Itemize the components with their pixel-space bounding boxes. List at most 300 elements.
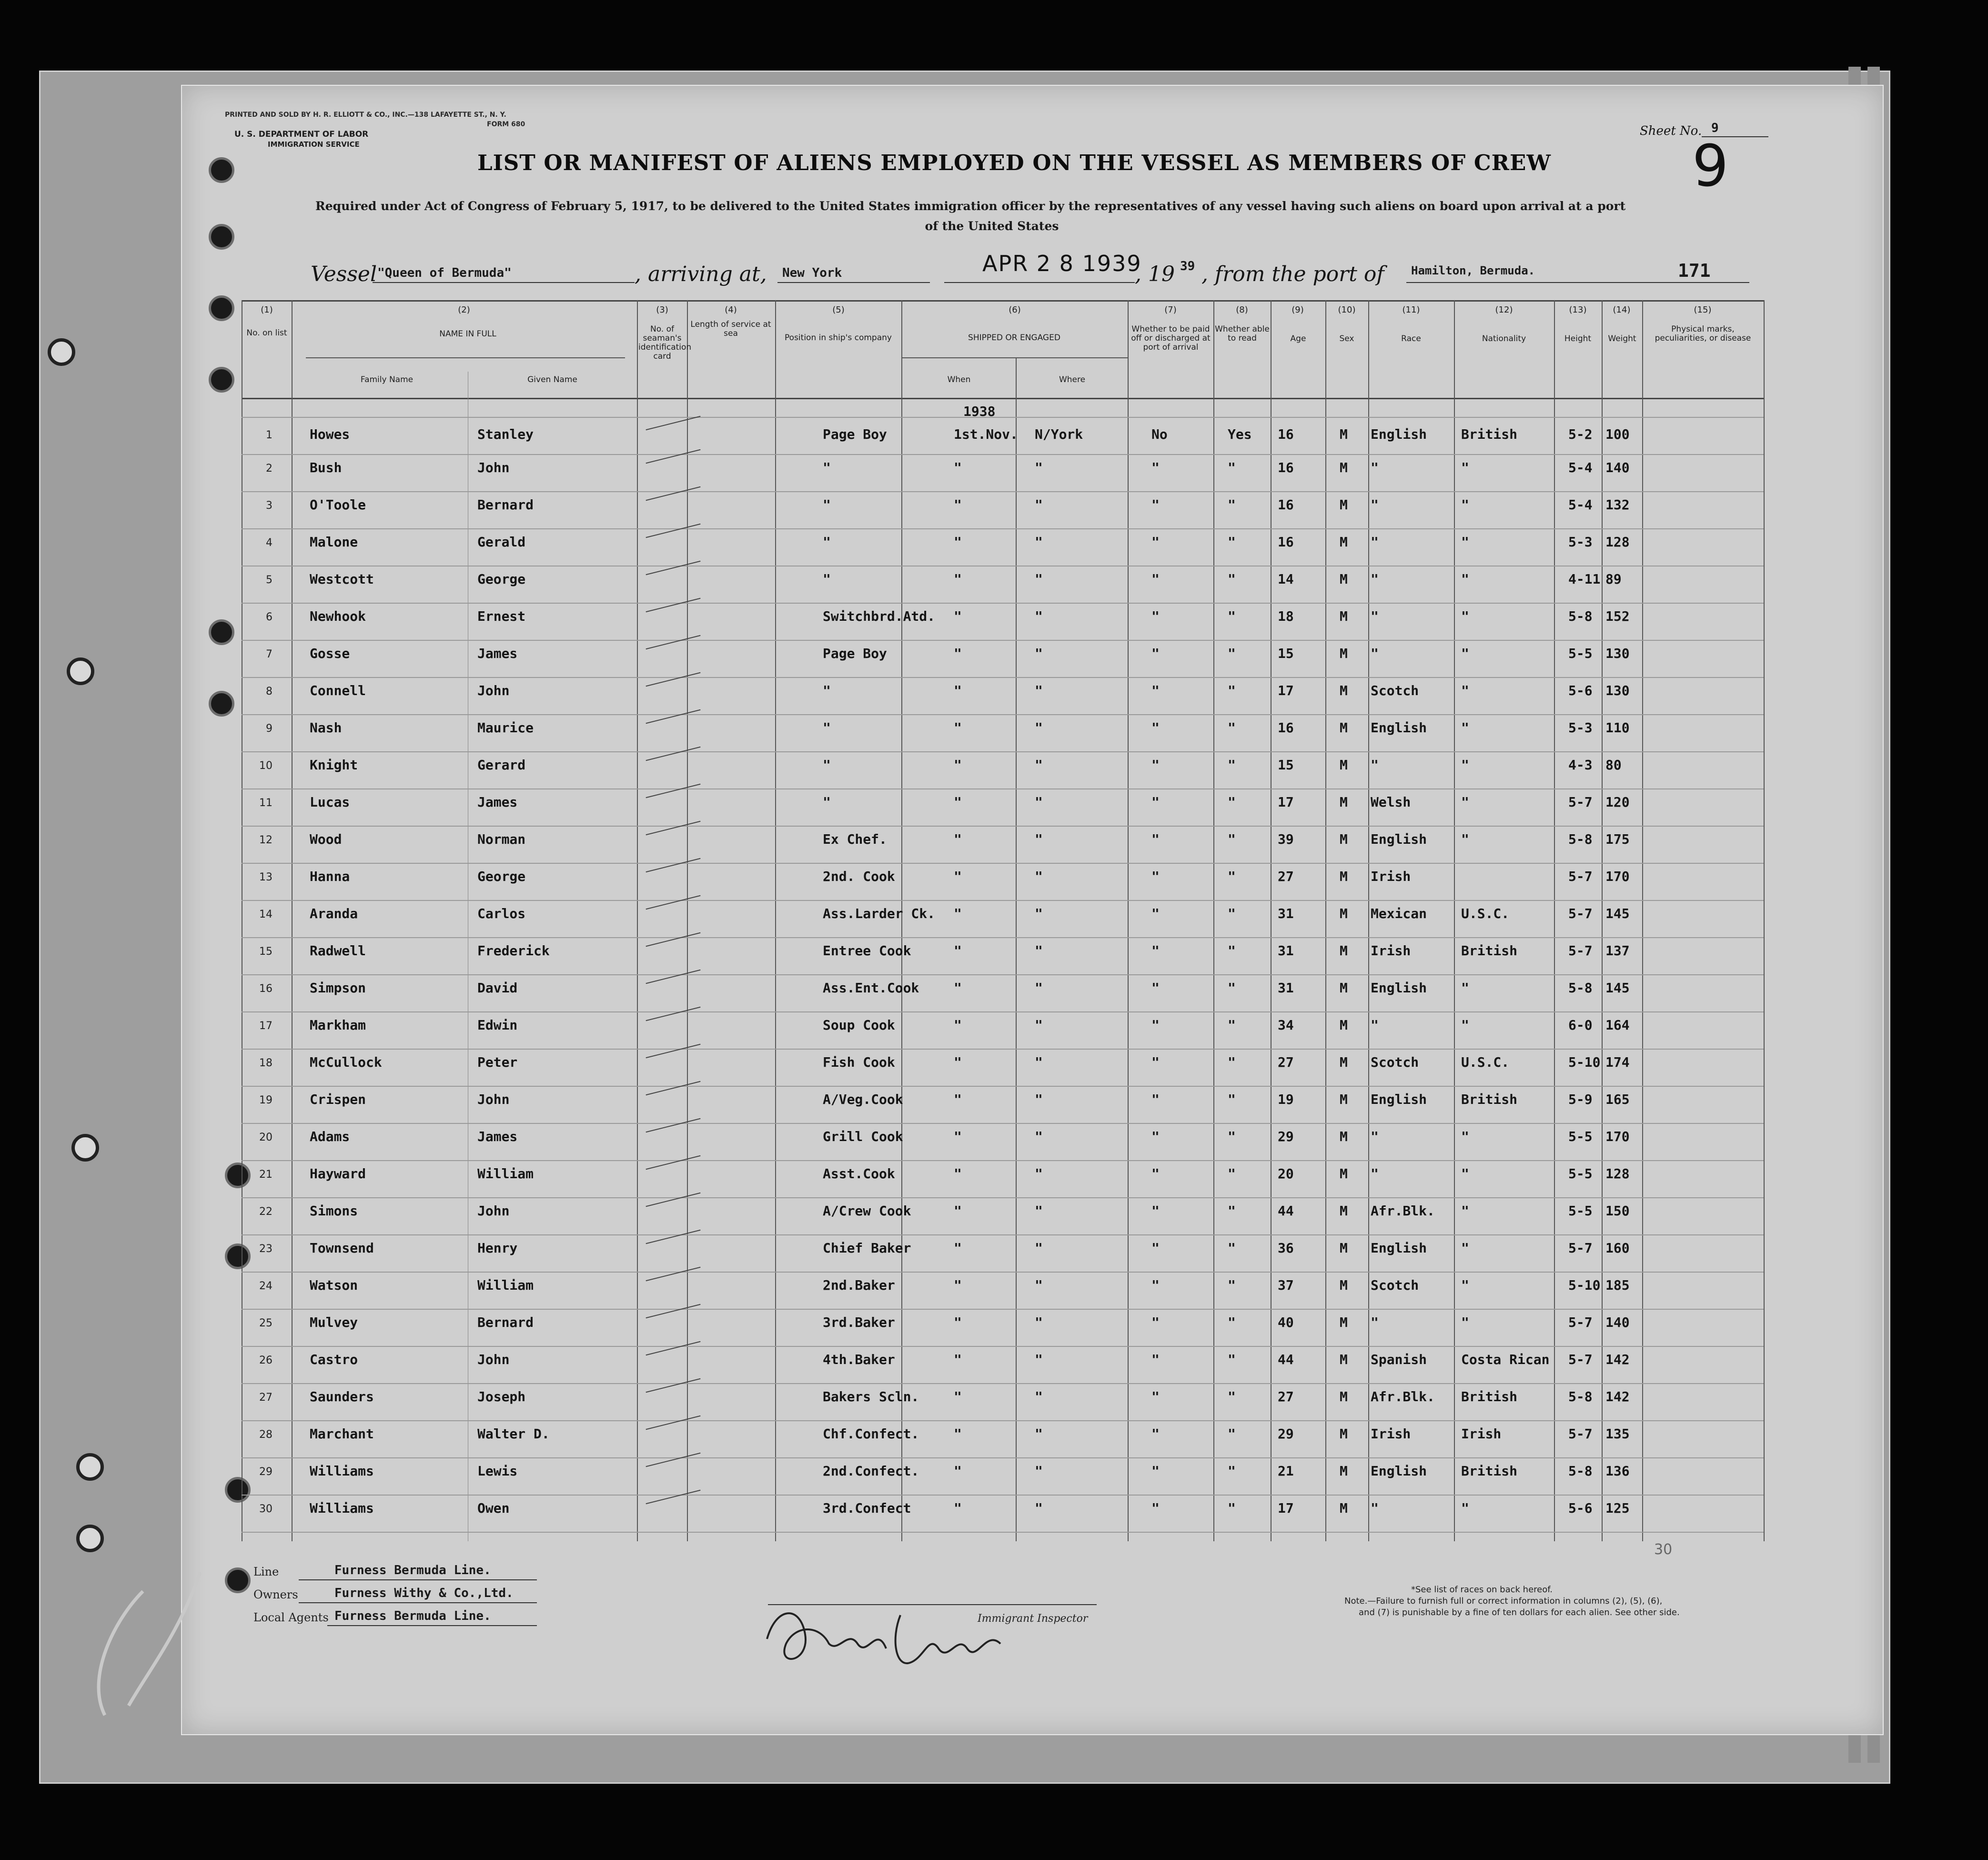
cell-paid: No [1151,426,1168,442]
cell-family: Townsend [310,1240,374,1256]
cell-age: 16 [1278,534,1294,550]
cell-when: " [954,720,962,736]
cell-age: 17 [1278,1500,1294,1516]
column-number: (11) [1402,305,1420,315]
cell-given: Ernest [477,608,526,624]
row-number: 5 [266,574,272,586]
cell-read: " [1228,571,1236,587]
cell-sex: M [1340,426,1348,442]
cell-read: " [1228,1017,1236,1033]
cell-height: 5-5 [1568,646,1593,661]
cell-nationality: U.S.C. [1461,1054,1510,1070]
cell-read: " [1228,608,1236,624]
cell-nationality: " [1461,683,1469,698]
cell-read: " [1228,1426,1236,1442]
cell-nationality: " [1461,608,1469,624]
owners-label: Owners [253,1588,298,1601]
cell-race: Irish [1371,943,1411,959]
cell-family: Gosse [310,646,350,661]
row-number: 18 [259,1057,272,1069]
row-number: 22 [259,1206,272,1218]
cell-weight: 100 [1605,426,1630,442]
cell-paid: " [1151,943,1160,959]
cell-when: " [954,1426,962,1442]
cell-where: " [1035,1054,1043,1070]
cell-height: 5-8 [1568,608,1593,624]
cell-given: William [477,1166,534,1182]
cell-age: 31 [1278,980,1294,996]
cell-nationality: " [1461,794,1469,810]
column-number: (8) [1236,305,1248,315]
cell-given: John [477,1352,510,1367]
inspector-signature [757,1596,1024,1682]
cell-given: Henry [477,1240,518,1256]
cell-paid: " [1151,534,1160,550]
department-name: U. S. DEPARTMENT OF LABOR [234,130,369,139]
cell-nationality: " [1461,1129,1469,1144]
cell-family: Westcott [310,571,374,587]
cell-sex: M [1340,608,1348,624]
punch-hole [48,338,75,366]
agents-underline [327,1625,537,1626]
date-stamp: APR 2 8 1939 [982,251,1142,276]
cell-read: " [1228,831,1236,847]
cell-race: " [1371,1500,1379,1516]
row-number: 1 [266,429,272,441]
cell-age: 27 [1278,869,1294,884]
cell-where: " [1035,1277,1043,1293]
row-number: 15 [259,946,272,958]
header-when: When [947,375,971,384]
cell-nationality: Irish [1461,1426,1502,1442]
cell-race: " [1371,1129,1379,1144]
cell-nationality: " [1461,1314,1469,1330]
table-row [242,864,1764,901]
cell-age: 16 [1278,460,1294,475]
column-number: (1) [261,305,273,315]
cell-height: 5-10 [1568,1054,1601,1070]
cell-sex: M [1340,1129,1348,1144]
column-number: (10) [1338,305,1356,315]
cell-family: Nash [310,720,342,736]
header-paid-off: Whether to be paid off or discharged at port of arrival [1131,324,1211,352]
cell-where: " [1035,1389,1043,1405]
arriving-label: , arriving at, [635,262,767,286]
cell-when: " [954,943,962,959]
cell-race: Scotch [1371,1277,1419,1293]
cell-paid: " [1151,460,1160,475]
column-number: (7) [1164,305,1177,315]
cell-position: Ex Chef. [823,831,887,847]
agents-label: Local Agents [253,1611,329,1624]
cell-weight: 110 [1605,720,1630,736]
table-top-border [242,300,1764,302]
cell-height: 5-9 [1568,1092,1593,1107]
cell-position: Asst.Cook [823,1166,895,1182]
cell-where: " [1035,906,1043,921]
cell-weight: 142 [1605,1352,1630,1367]
cell-given: George [477,869,526,884]
cell-race: English [1371,1092,1427,1107]
cell-given: John [477,1092,510,1107]
cell-read: " [1228,1054,1236,1070]
cell-when: " [954,831,962,847]
cell-sex: M [1340,1277,1348,1293]
cell-sex: M [1340,831,1348,847]
table-row [242,1124,1764,1161]
cell-where: " [1035,1017,1043,1033]
cell-race: " [1371,571,1379,587]
row-number: 9 [266,723,272,735]
cell-read: " [1228,869,1236,884]
cell-given: Owen [477,1500,510,1516]
row-number: 16 [259,983,272,995]
cell-age: 16 [1278,426,1294,442]
cell-race: Scotch [1371,1054,1419,1070]
cell-weight: 130 [1605,683,1630,698]
printer-line: PRINTED AND SOLD BY H. R. ELLIOTT & CO., INC.—138 LAFAYETTE ST., N. Y. [225,111,506,119]
cell-read: " [1228,720,1236,736]
column-number: (15) [1694,305,1712,315]
cell-family: Newhook [310,608,366,624]
table-row [242,1161,1764,1198]
cell-nationality: " [1461,1017,1469,1033]
cell-where: " [1035,534,1043,550]
cell-read: " [1228,1166,1236,1182]
header-physical: Physical marks, peculiarities, or disease [1655,324,1751,343]
cell-weight: 140 [1605,1314,1630,1330]
cell-family: Wood [310,831,342,847]
cell-position: 3rd.Baker [823,1314,895,1330]
table-row [242,1087,1764,1124]
row-number: 8 [266,686,272,698]
table-row [242,789,1764,827]
cell-read: " [1228,943,1236,959]
row-number: 12 [259,834,272,846]
cell-age: 29 [1278,1426,1294,1442]
cell-when: " [954,1017,962,1033]
cell-race: English [1371,1463,1427,1479]
margin-scribble [86,1563,210,1725]
punch-hole [209,691,234,717]
row-number: 7 [266,648,272,660]
cell-nationality: " [1461,534,1469,550]
cell-when: " [954,646,962,661]
cell-age: 40 [1278,1314,1294,1330]
cell-read: " [1228,1129,1236,1144]
cell-where: " [1035,1203,1043,1219]
cell-height: 5-6 [1568,1500,1593,1516]
cell-race: " [1371,534,1379,550]
cell-height: 5-7 [1568,906,1593,921]
cell-nationality: " [1461,646,1469,661]
header-seaman-card: No. of seaman's identification card [638,324,692,361]
cell-nationality: " [1461,831,1469,847]
cell-paid: " [1151,1166,1160,1182]
cell-height: 5-7 [1568,794,1593,810]
cell-sex: M [1340,646,1348,661]
shipped-header-rule [901,357,1128,358]
cell-family: Malone [310,534,358,550]
cell-sex: M [1340,1389,1348,1405]
row-rule [242,417,1764,418]
cell-position: Chf.Confect. [823,1426,919,1442]
table-row [242,827,1764,864]
punch-hole [76,1525,104,1552]
cell-age: 36 [1278,1240,1294,1256]
cell-height: 5-8 [1568,1389,1593,1405]
row-number: 29 [259,1466,272,1478]
agents-value: Furness Bermuda Line. [334,1609,491,1623]
cell-where: " [1035,460,1043,475]
cell-where: " [1035,646,1043,661]
cell-race: Irish [1371,1426,1411,1442]
handwritten-sheet-number: 9 [1692,133,1729,200]
cell-race: English [1371,980,1427,996]
cell-race: " [1371,1314,1379,1330]
cell-family: Castro [310,1352,358,1367]
cell-position: " [823,794,831,810]
cell-read: " [1228,534,1236,550]
cell-read: " [1228,980,1236,996]
cell-sex: M [1340,1054,1348,1070]
cell-nationality: " [1461,1203,1469,1219]
cell-paid: " [1151,1277,1160,1293]
cell-nationality: British [1461,1389,1518,1405]
cell-sex: M [1340,1500,1348,1516]
cell-position: " [823,720,831,736]
cell-weight: 160 [1605,1240,1630,1256]
table-row [242,566,1764,604]
cell-sex: M [1340,1314,1348,1330]
cell-paid: " [1151,831,1160,847]
cell-height: 5-7 [1568,1352,1593,1367]
cell-paid: " [1151,757,1160,773]
cell-sex: M [1340,720,1348,736]
column-number: (14) [1613,305,1631,315]
column-number: (5) [832,305,845,315]
table-row [242,901,1764,938]
punch-hole [209,157,234,183]
cell-paid: " [1151,1463,1160,1479]
table-row [242,492,1764,529]
cell-age: 29 [1278,1129,1294,1144]
cell-paid: " [1151,980,1160,996]
cell-where: " [1035,683,1043,698]
table-row [242,529,1764,566]
cell-height: 5-8 [1568,980,1593,996]
row-number: 2 [266,463,272,475]
cell-race: English [1371,831,1427,847]
manifest-form [181,85,1884,1735]
vessel-label: Vessel [311,262,377,286]
cell-position: 2nd. Cook [823,869,895,884]
cell-paid: " [1151,497,1160,513]
cell-paid: " [1151,1314,1160,1330]
cell-height: 5-7 [1568,943,1593,959]
table-row [242,1421,1764,1458]
cell-height: 5-7 [1568,1314,1593,1330]
cell-height: 4-3 [1568,757,1593,773]
cell-family: Simpson [310,980,366,996]
cell-position: 2nd.Baker [823,1277,895,1293]
header-name-in-full: NAME IN FULL [439,329,496,339]
cell-height: 5-7 [1568,869,1593,884]
cell-position: Page Boy [823,646,887,661]
cell-family: Connell [310,683,366,698]
cell-sex: M [1340,906,1348,921]
cell-race: Spanish [1371,1352,1427,1367]
header-height: Height [1564,334,1592,344]
cell-family: Simons [310,1203,358,1219]
cell-given: James [477,1129,518,1144]
table-row [242,938,1764,975]
cell-when: " [954,980,962,996]
column-number: (12) [1495,305,1513,315]
cell-position: Switchbrd.Atd. [823,608,936,624]
row-number: 4 [266,537,272,549]
cell-where: " [1035,794,1043,810]
cell-weight: 145 [1605,906,1630,921]
column-number: (4) [725,305,737,315]
cell-position: Chief Baker [823,1240,911,1256]
table-row [242,1384,1764,1421]
subtitle-line-2: of the United States [925,219,1059,233]
cell-weight: 128 [1605,1166,1630,1182]
cell-family: Lucas [310,794,350,810]
header-where: Where [1059,375,1086,384]
cell-weight: 137 [1605,943,1630,959]
cell-where: " [1035,1463,1043,1479]
cell-race: " [1371,608,1379,624]
cell-read: " [1228,460,1236,475]
cell-when: " [954,1389,962,1405]
cell-race: English [1371,426,1427,442]
page-title: LIST OR MANIFEST OF ALIENS EMPLOYED ON THE VESSEL AS MEMBERS OF CREW [477,150,1551,175]
cell-race: Scotch [1371,683,1419,698]
cell-sex: M [1340,1426,1348,1442]
cell-where: " [1035,1092,1043,1107]
cell-nationality: British [1461,426,1518,442]
cell-where: " [1035,1500,1043,1516]
cell-where: " [1035,869,1043,884]
row-number: 10 [259,760,272,772]
row-number: 14 [259,909,272,920]
cell-read: " [1228,1314,1236,1330]
cell-family: Watson [310,1277,358,1293]
cell-family: O'Toole [310,497,366,513]
cell-weight: 125 [1605,1500,1630,1516]
cell-nationality: " [1461,571,1469,587]
cell-read: Yes [1228,426,1252,442]
from-label: , from the port of [1201,262,1384,286]
cell-position: Entree Cook [823,943,911,959]
table-row [242,1050,1764,1087]
cell-position: " [823,497,831,513]
cell-paid: " [1151,1129,1160,1144]
cell-weight: 164 [1605,1017,1630,1033]
line-value: Furness Bermuda Line. [334,1563,491,1577]
cell-nationality: U.S.C. [1461,906,1510,921]
cell-given: Edwin [477,1017,518,1033]
cell-when: " [954,1240,962,1256]
cell-weight: 120 [1605,794,1630,810]
table-row [242,975,1764,1012]
cell-family: Bush [310,460,342,475]
cell-when: " [954,1314,962,1330]
table-row [242,1235,1764,1273]
date-line [944,282,1135,283]
row-number: 17 [259,1020,272,1032]
cell-height: 5-5 [1568,1129,1593,1144]
cell-read: " [1228,646,1236,661]
cell-given: Joseph [477,1389,526,1405]
cell-where: " [1035,757,1043,773]
cell-race: English [1371,720,1427,736]
header-position: Position in ship's company [785,333,892,343]
header-shipped: SHIPPED OR ENGAGED [968,333,1060,343]
cell-when: " [954,1352,962,1367]
cell-given: Peter [477,1054,518,1070]
cell-where: " [1035,1314,1043,1330]
cell-where: N/York [1035,426,1083,442]
cell-age: 16 [1278,497,1294,513]
row-number: 6 [266,611,272,623]
cell-sex: M [1340,1092,1348,1107]
cell-when: " [954,1203,962,1219]
table-row [242,678,1764,715]
cell-position: Page Boy [823,426,887,442]
cell-weight: 128 [1605,534,1630,550]
cell-given: James [477,646,518,661]
table-row [242,1273,1764,1310]
cell-height: 5-8 [1568,831,1593,847]
table-row [242,455,1764,492]
cell-given: Bernard [477,1314,534,1330]
header-able-read: Whether able to read [1215,324,1270,343]
cell-where: " [1035,1129,1043,1144]
cell-given: Bernard [477,497,534,513]
line-underline [299,1579,537,1580]
cell-where: " [1035,1166,1043,1182]
cell-position: " [823,534,831,550]
cell-position: Grill Cook [823,1129,903,1144]
cell-age: 14 [1278,571,1294,587]
cell-position: " [823,757,831,773]
cell-read: " [1228,757,1236,773]
cell-sex: M [1340,497,1348,513]
cell-position: A/Veg.Cook [823,1092,903,1107]
cell-race: English [1371,1240,1427,1256]
cell-given: George [477,571,526,587]
cell-read: " [1228,1092,1236,1107]
cell-age: 16 [1278,720,1294,736]
cell-weight: 142 [1605,1389,1630,1405]
cell-paid: " [1151,720,1160,736]
cell-when: " [954,869,962,884]
arriving-port: New York [782,266,842,280]
punch-hole [225,1567,251,1593]
cell-nationality: " [1461,1500,1469,1516]
cell-age: 44 [1278,1203,1294,1219]
cell-age: 39 [1278,831,1294,847]
cell-nationality: British [1461,1092,1518,1107]
table-row [242,1198,1764,1235]
cell-when: " [954,1463,962,1479]
sheet-number: 9 [1711,121,1719,135]
cell-weight: 150 [1605,1203,1630,1219]
punch-hole [71,1134,99,1162]
